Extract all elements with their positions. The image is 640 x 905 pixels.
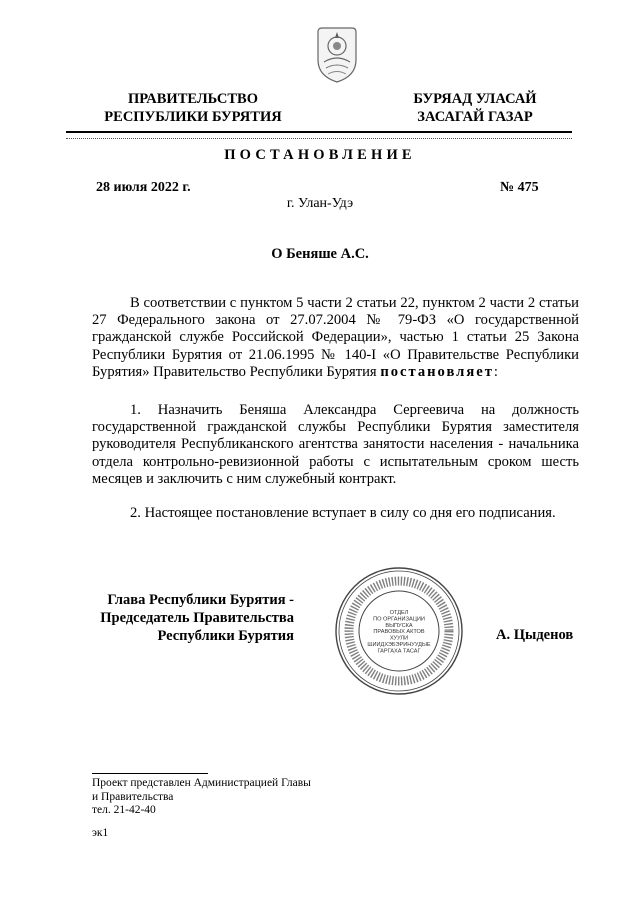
document-code: эк1: [92, 827, 109, 839]
preamble-text: В соответствии с пунктом 5 части 2 статьи 22, пунктом 2 части 2 статьи 27 Федерального закона от 27.07.2004 № 79-ФЗ «О государственной гражданской службе Российской Федерации», частью 1 статьи 25 Закона Республики Бурятия от 21.06.1995 № 140-I «О Правительстве Республики Бурятия» Правительство Республики Бурятия: [92, 295, 579, 380]
document-type: ПОСТАНОВЛЕНИЕ: [224, 147, 416, 163]
footnote-line: тел. 21-42-40: [92, 804, 156, 816]
document-number: № 475: [500, 180, 539, 195]
footnote: [92, 777, 311, 818]
seal-text-line: ШИИДХЭБЭРИНУУДЫЕ: [367, 642, 431, 648]
signatory-title-line: Глава Республики Бурятия -: [107, 592, 294, 608]
paragraph-item-1: [92, 402, 579, 488]
item-1-text: 1. Назначить Беняша Александра Сергеевича на должность государственной гражданской службы Республики Бурятия заместителя руководителя Республиканского агентства занятости населения - начальника отдела контрольно-ревизионной работы с испытательным сроком шесть месяцев и заключить с ним служебный контракт.: [92, 402, 579, 487]
org-name-russian: [88, 90, 298, 126]
signatory-title: [90, 591, 294, 645]
preamble-end: :: [493, 363, 498, 380]
document-subject: О Беняше А.С.: [271, 246, 369, 262]
paragraph-preamble: [92, 295, 579, 381]
org-name-line: ЗАСАГАЙ ГАЗАР: [417, 109, 533, 125]
seal-text-line: ПО ОРГАНИЗАЦИИ: [373, 616, 425, 623]
seal-text-line: ОТДЕЛ: [389, 610, 409, 616]
signatory-title-line: Республики Бурятия: [157, 628, 294, 644]
document-city: г. Улан-Удэ: [286, 196, 354, 211]
coat-of-arms-emblem: [314, 24, 360, 84]
seal-text-line: ХУУЛИ: [389, 635, 409, 642]
signatory-title-line: Председатель Правительства: [100, 610, 294, 626]
footnote-line: и Правительства: [92, 790, 174, 803]
paragraph-item-2: [92, 505, 579, 522]
org-name-line: ПРАВИТЕЛЬСТВО: [128, 91, 258, 107]
header-dotted-divider: [66, 138, 572, 139]
decree-keyword: постановляет: [380, 363, 494, 380]
footnote-line: Проект представлен Администрацией Главы: [92, 777, 311, 789]
document-date: 28 июля 2022 г.: [96, 180, 191, 195]
footnote-divider: [92, 773, 208, 774]
seal-text-line: ГАРГАХА ТАСАГ: [377, 648, 421, 655]
official-seal: [333, 565, 465, 697]
org-name-line: БУРЯАД УЛАСАЙ: [413, 91, 537, 107]
signatory-name: А. Цыденов: [496, 627, 574, 643]
seal-text-line: ПРАВОВЫХ АКТОВ: [373, 629, 425, 636]
org-name-line: РЕСПУБЛИКИ БУРЯТИЯ: [104, 109, 282, 125]
item-2-text: 2. Настоящее постановление вступает в силу со дня его подписания.: [130, 505, 556, 521]
header-divider: [66, 131, 572, 133]
seal-text-line: ВЫПУСКА: [385, 622, 413, 629]
org-name-buryat: [392, 90, 558, 126]
